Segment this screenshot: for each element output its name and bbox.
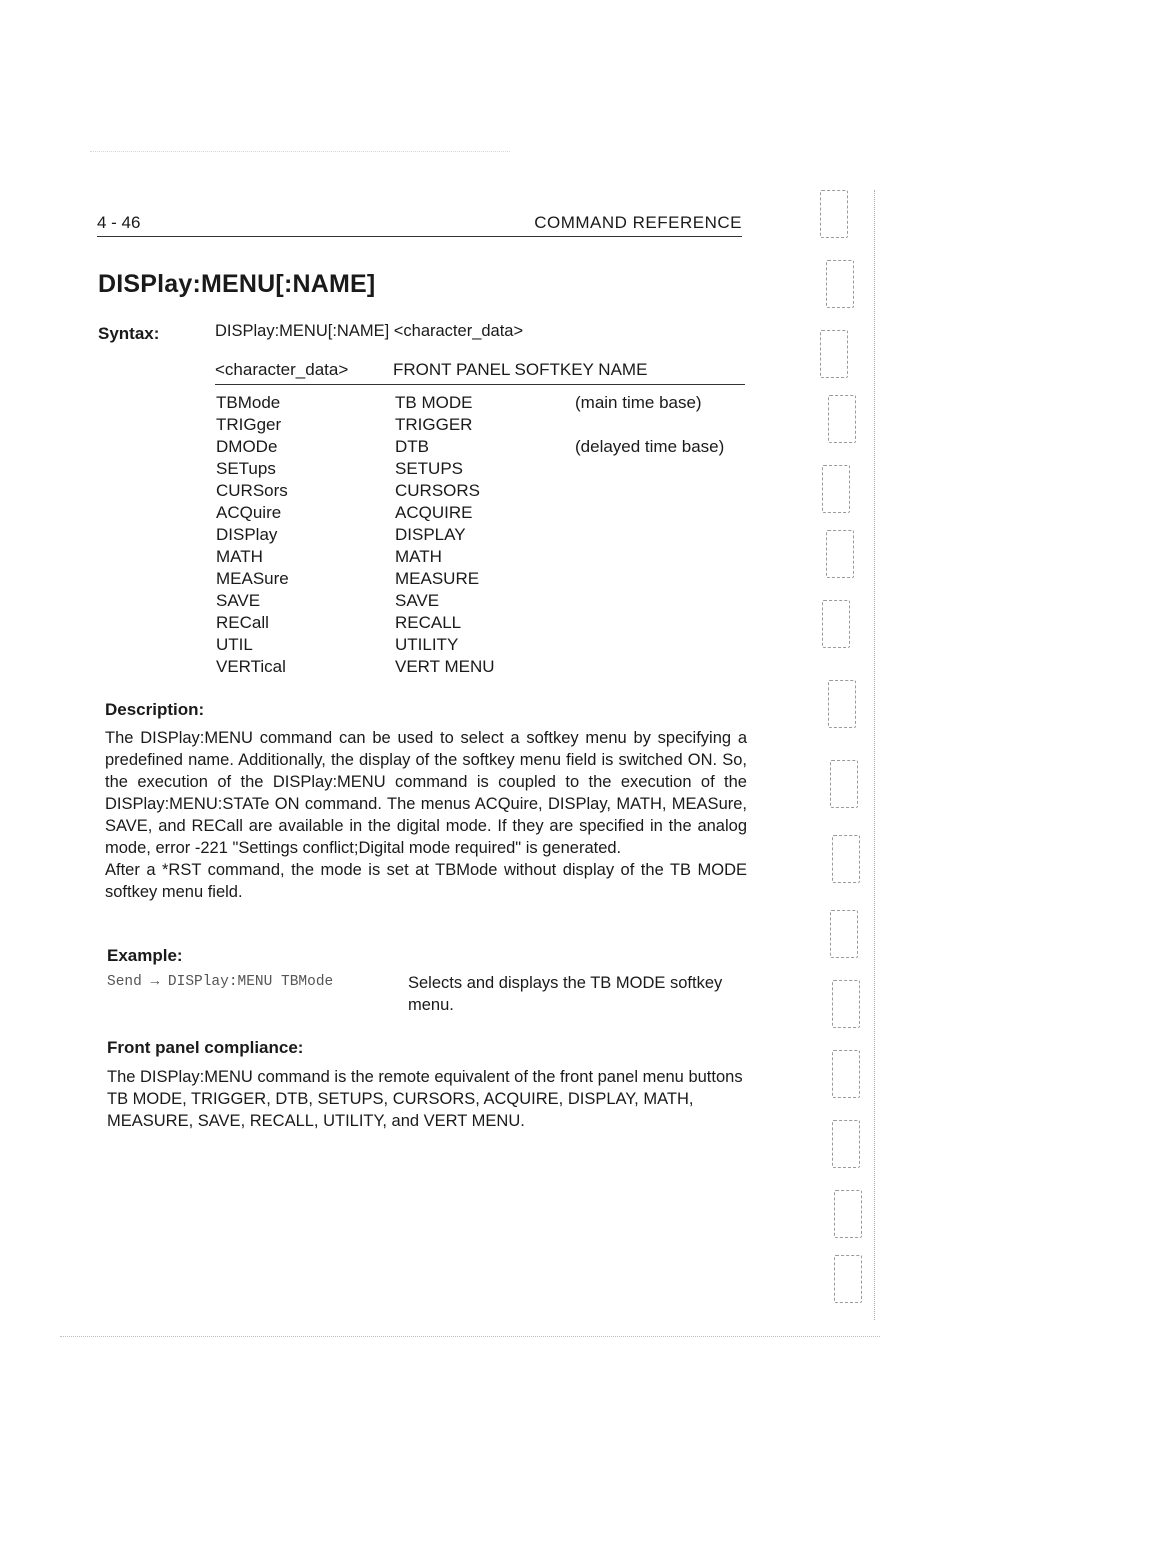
cell-softkey-name: DTB	[395, 437, 429, 456]
description-label: Description:	[105, 700, 205, 719]
table-row	[215, 657, 745, 679]
index-tab	[834, 1255, 862, 1303]
table-row	[215, 393, 745, 415]
index-tab	[826, 530, 854, 578]
cell-softkey-name: SAVE	[395, 591, 440, 610]
section-title: COMMAND REFERENCE	[534, 213, 742, 232]
cell-character-data: DMODe	[216, 437, 278, 456]
table-header	[215, 360, 745, 385]
cell-softkey-name: TB MODE	[395, 393, 473, 412]
index-tab	[822, 600, 850, 648]
table-row	[215, 635, 745, 657]
cell-softkey-name: VERT MENU	[395, 657, 495, 676]
cell-softkey-name: CURSORS	[395, 481, 481, 500]
description-paragraph: The DISPlay:MENU command can be used to select a softkey menu by specifying a predefined name. Additionally, the display of the softkey menu field is switched ON. So, the execution of the DISPlay:MENU command is coupled to the execution of the DISPlay:MENU:STATe ON command. The menus ACQuire, DISPlay, MATH, MEASure, SAVE, and RECall are available in the digital mode. If they are specified in the analog mode, error -221 "Settings conflict;Digital mode required" is generated.	[105, 729, 747, 857]
cell-note: (main time base)	[575, 393, 702, 412]
table-row	[215, 613, 745, 635]
front-panel-label: Front panel compliance:	[107, 1038, 304, 1057]
cell-character-data: ACQuire	[216, 503, 282, 522]
index-tab	[822, 465, 850, 513]
index-tab	[832, 1120, 860, 1168]
table-row	[215, 525, 745, 547]
example-description: Selects and displays the TB MODE softkey menu.	[408, 974, 723, 1014]
cell-note: (delayed time base)	[575, 437, 725, 456]
front-panel-text: The DISPlay:MENU command is the remote equivalent of the front panel menu buttons TB MODE, TRIGGER, DTB, SETUPS, CURSORS, ACQUIRE, DISPLAY, MATH, MEASURE, SAVE, RECALL, UTILITY, and VERT MENU.	[107, 1068, 743, 1130]
page-number: 4 - 46	[97, 213, 141, 232]
command-title: DISPlay:MENU[:NAME]	[98, 270, 376, 298]
cell-character-data: MATH	[216, 547, 263, 566]
column-header-softkey-name: FRONT PANEL SOFTKEY NAME	[393, 360, 648, 379]
table-row	[215, 415, 745, 437]
cell-character-data: CURSors	[216, 481, 288, 500]
index-tab	[832, 835, 860, 883]
scan-artifact-bottom	[60, 1336, 880, 1337]
cell-softkey-name: ACQUIRE	[395, 503, 473, 522]
parameter-table	[215, 360, 745, 679]
cell-character-data: VERTical	[216, 657, 286, 676]
index-tab	[828, 680, 856, 728]
column-header-character-data: <character_data>	[215, 360, 349, 379]
cell-character-data: RECall	[216, 613, 269, 632]
syntax-label: Syntax:	[98, 324, 160, 343]
cell-character-data: DISPlay	[216, 525, 278, 544]
table-body	[215, 393, 745, 679]
cell-softkey-name: MATH	[395, 547, 442, 566]
cell-character-data: SAVE	[216, 591, 261, 610]
index-tab	[830, 760, 858, 808]
table-row	[215, 591, 745, 613]
description-paragraph: After a *RST command, the mode is set at TBMode without display of the TB MODE softkey menu field.	[105, 861, 747, 901]
cell-softkey-name: RECALL	[395, 613, 462, 632]
cell-softkey-name: SETUPS	[395, 459, 464, 478]
page-edge	[874, 190, 875, 1320]
index-tab	[828, 395, 856, 443]
table-row	[215, 569, 745, 591]
index-tabs-strip	[812, 180, 882, 1330]
cell-character-data: TRIGger	[216, 415, 282, 434]
index-tab	[832, 980, 860, 1028]
table-row	[215, 503, 745, 525]
page-header	[97, 210, 742, 237]
table-row	[215, 459, 745, 481]
index-tab	[830, 910, 858, 958]
example-command: Send → DISPlay:MENU TBMode	[107, 974, 334, 990]
cell-character-data: TBMode	[216, 393, 281, 412]
example-label: Example:	[107, 946, 183, 965]
cell-softkey-name: UTILITY	[395, 635, 459, 654]
cell-character-data: MEASure	[216, 569, 289, 588]
index-tab	[834, 1190, 862, 1238]
index-tab	[820, 190, 848, 238]
description-body	[105, 727, 747, 903]
scan-artifact-top	[90, 151, 510, 152]
cell-character-data: SETups	[216, 459, 276, 478]
table-row	[215, 481, 745, 503]
index-tab	[820, 330, 848, 378]
cell-softkey-name: MEASURE	[395, 569, 480, 588]
index-tab	[826, 260, 854, 308]
table-row	[215, 437, 745, 459]
table-row	[215, 547, 745, 569]
index-tab	[832, 1050, 860, 1098]
cell-character-data: UTIL	[216, 635, 253, 654]
syntax-text: DISPlay:MENU[:NAME] <character_data>	[215, 322, 524, 340]
cell-softkey-name: TRIGGER	[395, 415, 473, 434]
cell-softkey-name: DISPLAY	[395, 525, 466, 544]
